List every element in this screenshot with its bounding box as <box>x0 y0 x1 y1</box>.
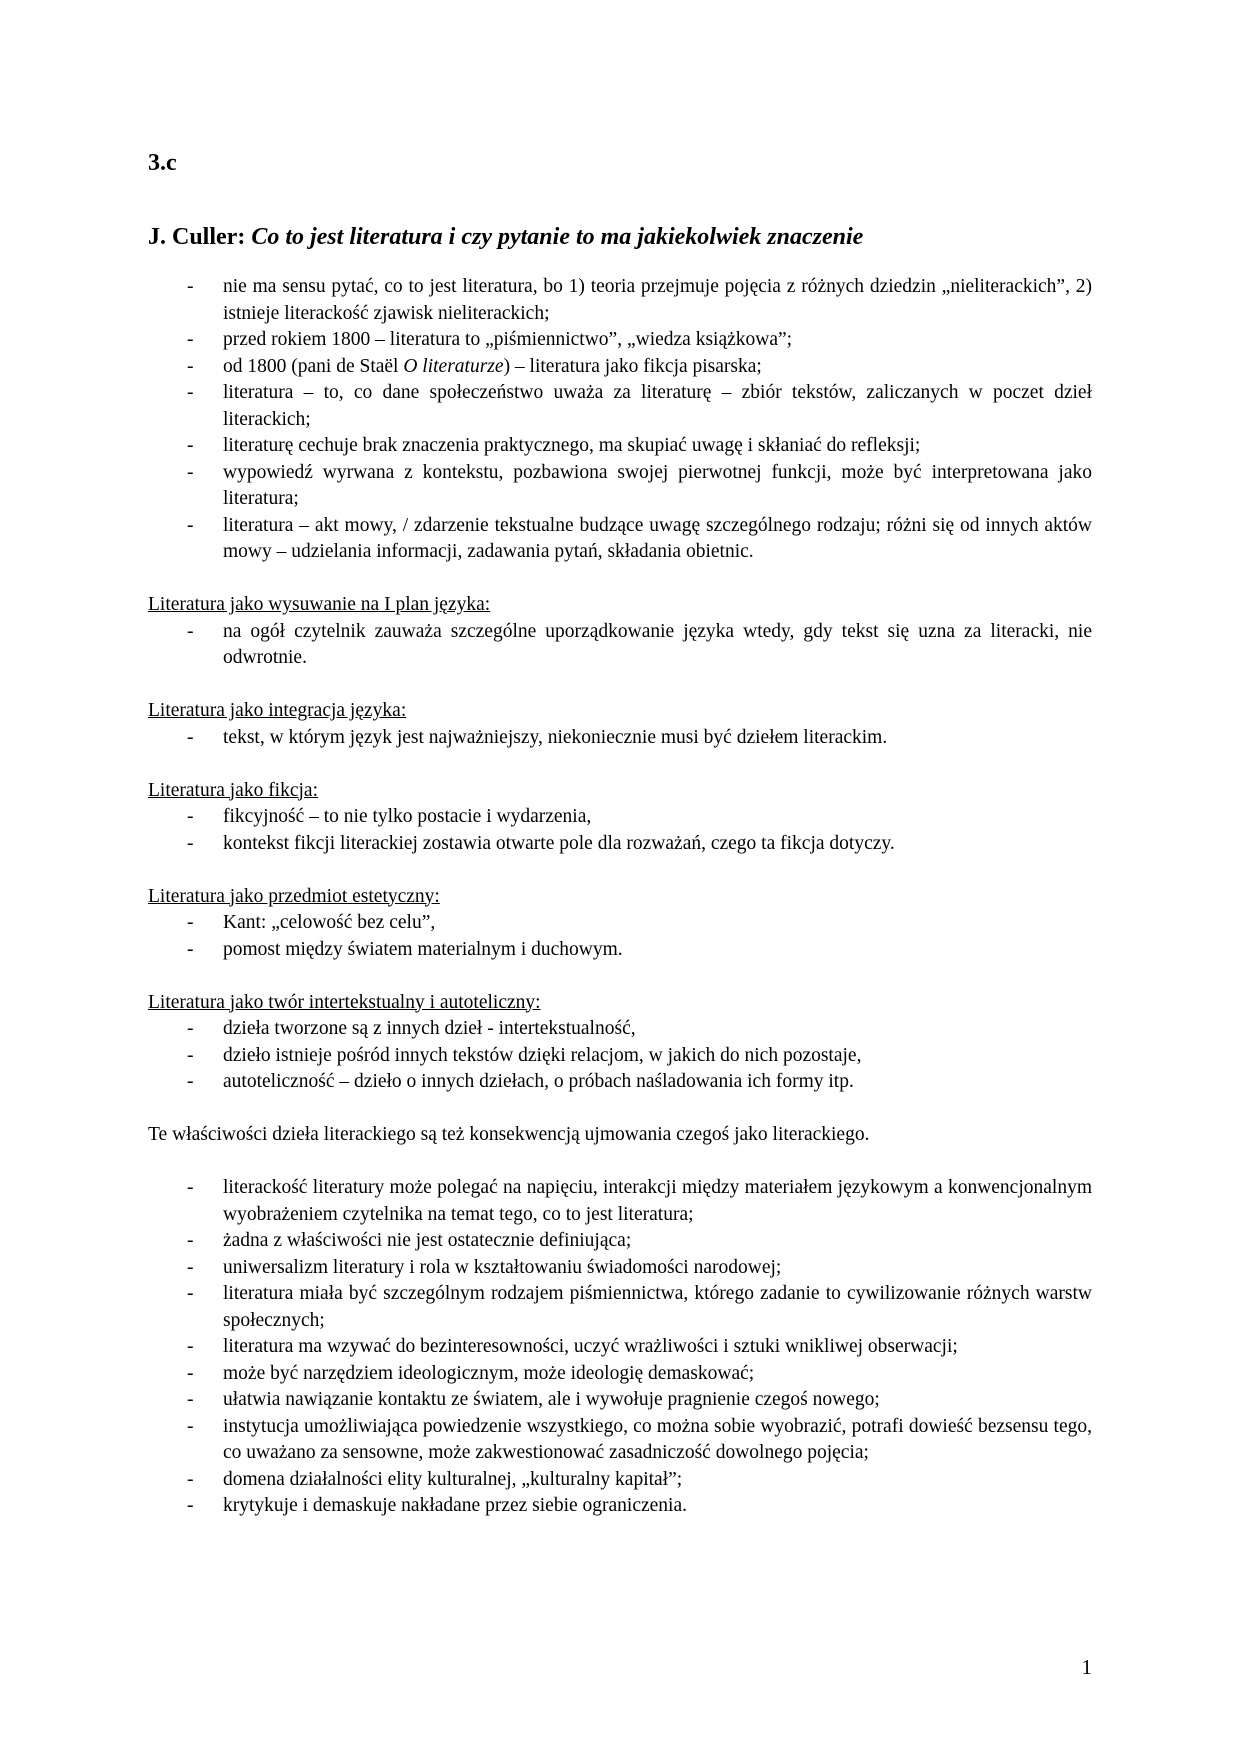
dash-marker: - <box>187 938 194 960</box>
section-list <box>148 619 1092 672</box>
section-heading: Literatura jako wysuwanie na I plan języka: <box>148 594 491 615</box>
dash-marker: - <box>187 620 194 642</box>
section-label: 3.c <box>148 150 177 176</box>
section-heading: Literatura jako fikcja: <box>148 779 318 801</box>
dash-marker: - <box>187 1336 194 1357</box>
dash-marker: - <box>187 1283 194 1304</box>
document-page <box>148 148 1092 1520</box>
list-item <box>148 274 1092 327</box>
list-item-text: kontekst fikcji literackiej zostawia otwarte pole dla rozważań, czego ta fikcja dotyczy. <box>223 832 895 854</box>
dash-marker: - <box>187 1495 194 1516</box>
list-item-text: literatura miała być szczególnym rodzajem piśmiennictwa, którego zadanie to cywilizowanie różnych warstw społecznych; <box>223 1283 1092 1331</box>
list-item <box>148 1361 1092 1388</box>
page-number: 1 <box>1081 1655 1092 1679</box>
section-list <box>148 1016 1092 1096</box>
section-heading: Literatura jako twór intertekstualny i autoteliczny: <box>148 991 541 1013</box>
dash-marker: - <box>187 1468 194 1490</box>
section-list <box>148 804 1092 857</box>
list-item-text: Kant: „celowość bez celu”, <box>223 912 436 933</box>
list-item <box>148 1016 1092 1043</box>
summary-paragraph: Te właściwości dzieła literackiego są też konsekwencją ujmowania czegoś jako literackiego. <box>148 1124 870 1145</box>
dash-marker: - <box>187 461 194 483</box>
list-item-text-before: od 1800 (pani de Staël <box>223 355 404 377</box>
list-item-text: może być narzędziem ideologicznym, może ideologię demaskować; <box>223 1362 755 1384</box>
list-item <box>148 433 1092 460</box>
dash-marker: - <box>187 435 194 456</box>
dash-marker: - <box>187 1256 194 1278</box>
dash-marker: - <box>187 382 194 403</box>
list-item-text: tekst, w którym język jest najważniejszy, niekoniecznie musi być dziełem literackim. <box>223 726 888 748</box>
list-item <box>148 380 1092 433</box>
list-item-text-italic: O literaturze <box>403 355 504 377</box>
list-item <box>148 460 1092 513</box>
list-item-text: dzieło istnieje pośród innych tekstów dzięki relacjom, w jakich do nich pozostaje, <box>223 1044 862 1066</box>
list-item <box>148 937 1092 964</box>
list-item-text: domena działalności elity kulturalnej, „kulturalny kapitał”; <box>223 1468 683 1490</box>
dash-marker: - <box>187 1415 194 1437</box>
dash-marker: - <box>187 1389 194 1410</box>
list-item-text: literaturę cechuje brak znaczenia praktycznego, ma skupiać uwagę i skłaniać do refleksji; <box>223 435 921 456</box>
dash-marker: - <box>187 1044 194 1066</box>
list-item-text: nie ma sensu pytać, co to jest literatura, bo 1) teoria przejmuje pojęcia z różnych dziedzin „nieliterackich”, 2) istnieje literackość zjawisk nieliterackich; <box>223 276 1092 324</box>
dash-marker: - <box>187 355 194 377</box>
title-work: Co to jest literatura i czy pytanie to ma jakiekolwiek znaczenie <box>251 224 864 250</box>
list-item <box>148 354 1092 381</box>
list-item-text: dzieła tworzone są z innych dzieł - intertekstualność, <box>223 1018 636 1039</box>
list-item <box>148 619 1092 672</box>
dash-marker: - <box>187 912 194 933</box>
dash-marker: - <box>187 726 194 748</box>
list-item <box>148 1467 1092 1494</box>
list-item-text: literatura ma wzywać do bezinteresowności, uczyć wrażliwości i sztuki wnikliwej obserwacji; <box>223 1336 958 1357</box>
list-item <box>148 1281 1092 1334</box>
list-item-text: krytykuje i demaskuje nakładane przez siebie ograniczenia. <box>223 1495 688 1516</box>
list-item-text: autoteliczność – dzieło o innych dziełach, o próbach naśladowania ich formy itp. <box>223 1071 854 1092</box>
dash-marker: - <box>187 329 194 350</box>
list-item <box>148 725 1092 752</box>
list-item-text: uniwersalizm literatury i rola w kształtowaniu świadomości narodowej; <box>223 1256 782 1278</box>
intro-list <box>148 274 1092 566</box>
list-item-text-after: ) – literatura jako fikcja pisarska; <box>503 355 762 377</box>
dash-marker: - <box>187 1362 194 1384</box>
list-item <box>148 1387 1092 1414</box>
list-item <box>148 1414 1092 1467</box>
document-title <box>148 222 1092 252</box>
list-item-text: wypowiedź wyrwana z kontekstu, pozbawiona swojej pierwotnej funkcji, może być interpretowana jako literatura; <box>223 461 1092 509</box>
final-list <box>148 1175 1092 1520</box>
list-item <box>148 831 1092 858</box>
list-item <box>148 910 1092 937</box>
list-item <box>148 1069 1092 1096</box>
dash-marker: - <box>187 832 194 854</box>
list-item-text: literatura – to, co dane społeczeństwo uważa za literaturę – zbiór tekstów, zaliczanych w poczet dzieł literackich; <box>223 382 1092 430</box>
dash-marker: - <box>187 806 194 827</box>
list-item-text: ułatwia nawiązanie kontaktu ze światem, ale i wywołuje pragnienie czegoś nowego; <box>223 1389 880 1410</box>
section-heading: Literatura jako integracja języka: <box>148 700 407 721</box>
list-item <box>148 1228 1092 1255</box>
dash-marker: - <box>187 1071 194 1092</box>
list-item-text: instytucja umożliwiająca powiedzenie wszystkiego, co można sobie wyobrazić, potrafi dowieść bezsensu tego, co uważano za sensowne, może zakwestionować zasadniczość dowolnego pojęcia; <box>223 1415 1092 1463</box>
list-item <box>148 513 1092 566</box>
list-item-text: literatura – akt mowy, / zdarzenie tekstualne budzące uwagę szczególnego rodzaju; różni się od innych aktów mowy – udzielania informacji, zadawania pytań, składania obietnic. <box>223 514 1092 562</box>
dash-marker: - <box>187 514 194 536</box>
list-item-text: pomost między światem materialnym i duchowym. <box>223 938 623 960</box>
dash-marker: - <box>187 1018 194 1039</box>
list-item-text: na ogół czytelnik zauważa szczególne uporządkowanie języka wtedy, gdy tekst się uzna za literacki, nie odwrotnie. <box>223 620 1092 668</box>
list-item <box>148 1334 1092 1361</box>
title-author: J. Culler: <box>148 224 252 250</box>
dash-marker: - <box>187 276 194 297</box>
list-item <box>148 1175 1092 1228</box>
list-item <box>148 1493 1092 1520</box>
section-list <box>148 910 1092 963</box>
list-item <box>148 327 1092 354</box>
dash-marker: - <box>187 1230 194 1251</box>
list-item-text: żadna z właściwości nie jest ostatecznie definiująca; <box>223 1230 632 1251</box>
list-item <box>148 804 1092 831</box>
section-list <box>148 725 1092 752</box>
dash-marker: - <box>187 1177 194 1198</box>
list-item <box>148 1043 1092 1070</box>
list-item <box>148 1255 1092 1282</box>
list-item-text: fikcyjność – to nie tylko postacie i wydarzenia, <box>223 806 592 827</box>
list-item-text: literackość literatury może polegać na napięciu, interakcji między materiałem językowym a konwencjonalnym wyobrażeniem czytelnika na temat tego, co to jest literatura; <box>223 1177 1092 1225</box>
section-heading: Literatura jako przedmiot estetyczny: <box>148 885 440 907</box>
list-item-text: przed rokiem 1800 – literatura to „piśmiennictwo”, „wiedza książkowa”; <box>223 329 793 350</box>
